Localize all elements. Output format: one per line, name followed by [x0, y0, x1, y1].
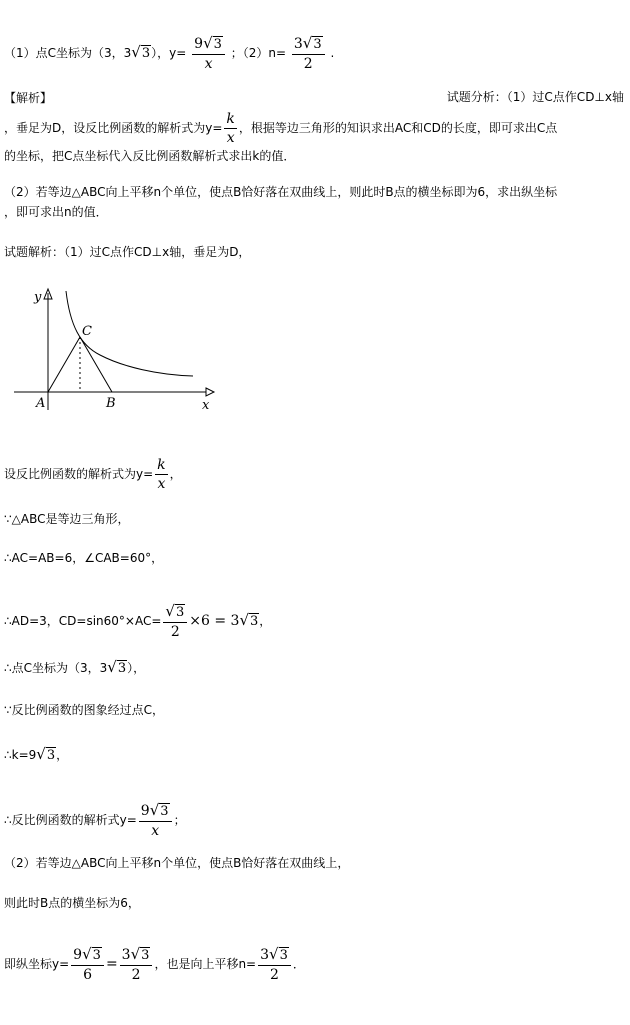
- answer-text-1: （1）点C坐标为（3，3: [4, 46, 132, 60]
- solution-step-8: ∴反比例函数的解析式y= $\frac{9√3}{x}$ ；: [4, 801, 186, 839]
- solution-step-2: ∵△ABC是等边三角形，: [4, 512, 130, 526]
- side-ac: [48, 337, 80, 392]
- side-cb: [80, 337, 112, 392]
- analysis-line-2: ，垂足为D，设反比例函数的解析式为y= $\frac{k}{x}$ ，根据等边三角形的知识求出AC和CD的长度，即可求出C点: [4, 111, 558, 146]
- label-b: B: [106, 396, 116, 411]
- sqrt: √3: [131, 43, 151, 61]
- analysis-line-3: 的坐标，把C点坐标代入反比例函数解析式求出k的值．: [4, 149, 296, 163]
- label-a: A: [36, 396, 46, 411]
- analysis-line-4: （2）若等边△ABC向上平移n个单位，使点B恰好落在双曲线上，则此时B点的横坐标即为6，求出纵坐标: [4, 185, 558, 199]
- solution-step-5: ∴点C坐标为（3，3√3），: [4, 658, 146, 676]
- fraction-9sqrt3-over-x: $\frac{9√3}{x}$: [192, 34, 225, 73]
- label-c: C: [82, 324, 92, 339]
- solution-step-7: ∴k=9√3，: [4, 745, 69, 763]
- label-y: y: [34, 290, 42, 305]
- solution-step-6: ∵反比例函数的图象经过点C，: [4, 703, 165, 717]
- solution-step-3: ∴AC=AB=6，∠CAB=60°，: [4, 551, 164, 565]
- hyperbola-triangle-figure: [8, 285, 218, 415]
- analysis-intro: 试题分析：（1）过C点作CD⊥x轴: [446, 90, 624, 104]
- solution-step-1: 设反比例函数的解析式为y= $\frac{k}{x}$ ，: [4, 457, 182, 492]
- answer-text-2: ），y=: [151, 46, 187, 60]
- solution-step-10: 则此时B点的横坐标为6，: [4, 896, 140, 910]
- label-x: x: [202, 398, 210, 413]
- x-axis-arrow: [206, 388, 214, 396]
- answer-line: （1）点C坐标为（3，3√3），y= $\frac{9√3}{x}$ ；（2）n= $\frac{3√3}{2}$ .: [4, 34, 335, 72]
- analysis-line-5: ，即可求出n的值．: [4, 205, 108, 219]
- fraction-n: $\frac{3√3}{2}$: [292, 34, 325, 73]
- solution-step-11: 即纵坐标y= $\frac{9√3}{6}$ = $\frac{3√3}{2}$ ，也是向上平移n= $\frac{3√3}{2}$ ．: [4, 945, 305, 983]
- solution-intro: 试题解析：（1）过C点作CD⊥x轴，垂足为D，: [4, 245, 251, 259]
- solution-step-9: （2）若等边△ABC向上平移n个单位，使点B恰好落在双曲线上，: [4, 856, 350, 870]
- answer-text-3: ；（2）n=: [230, 46, 287, 60]
- analysis-heading: 【解析】: [4, 91, 53, 105]
- solution-step-4: ∴AD=3，CD=sin60°×AC= $\frac{√3}{2}$ ×6 = 3√3，: [4, 602, 272, 640]
